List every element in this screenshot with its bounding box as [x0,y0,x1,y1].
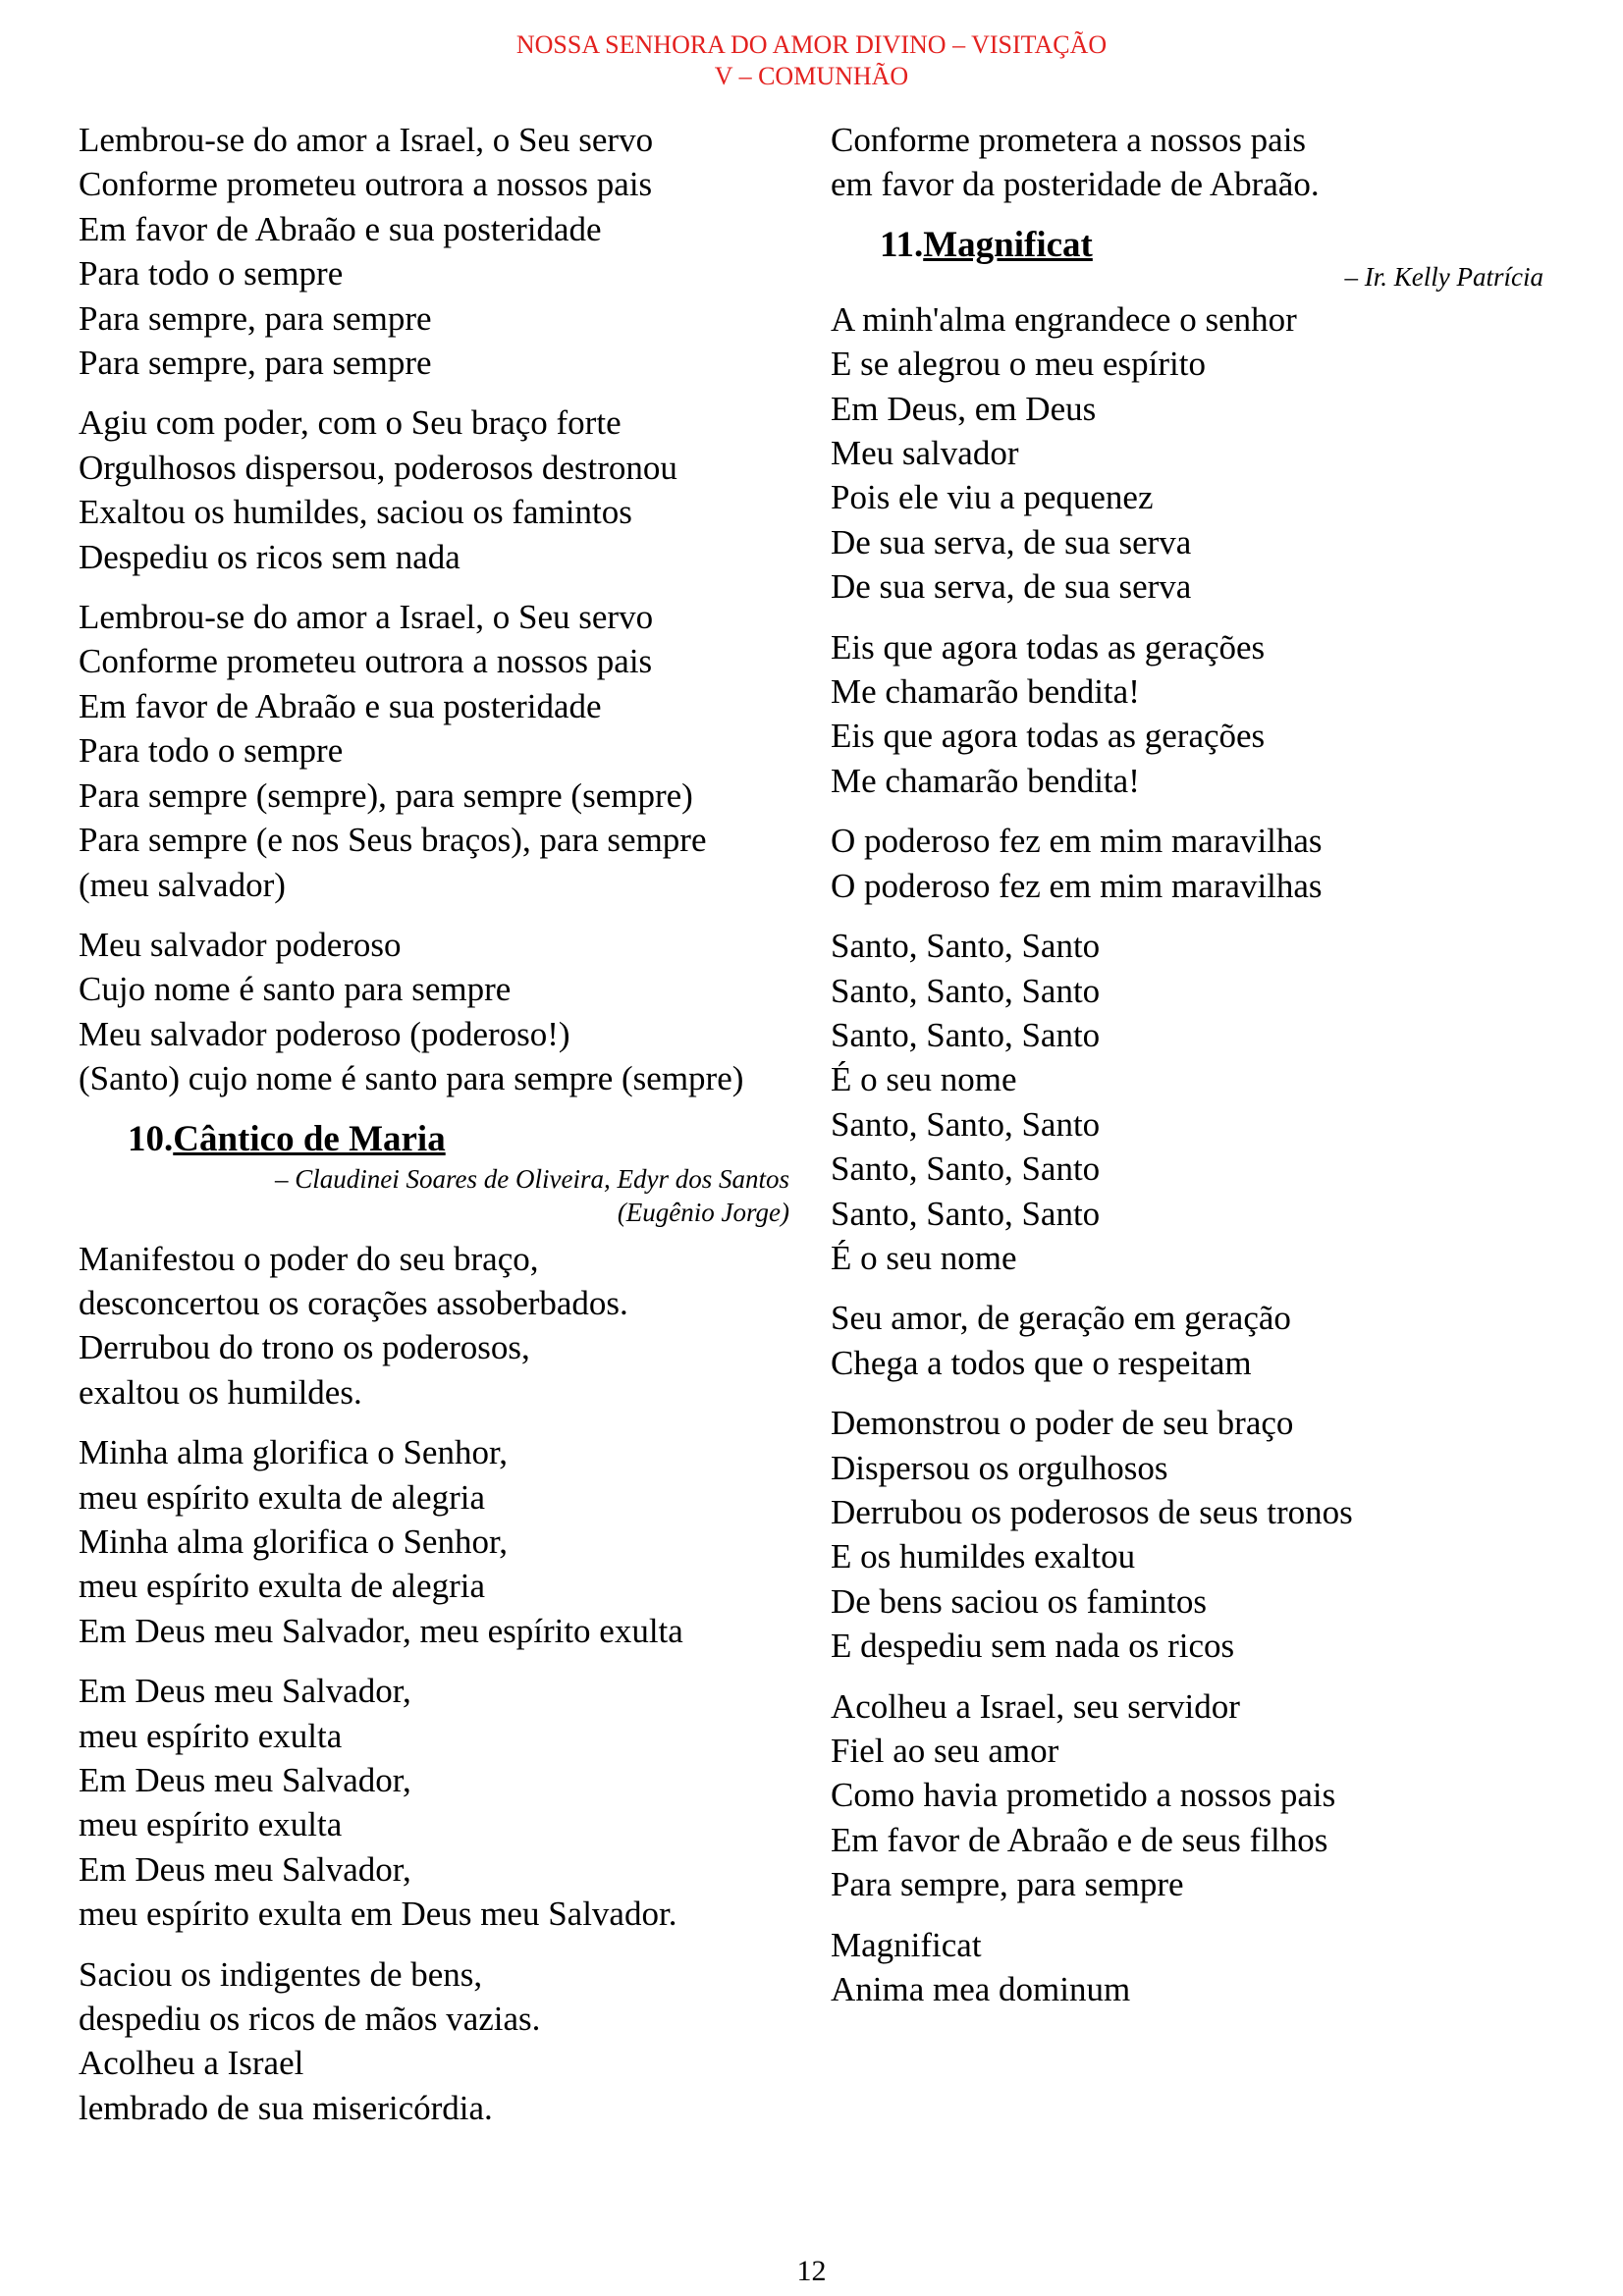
song-heading-10 [79,1117,789,1162]
stanza: Seu amor, de geração em geração Chega a todos que o respeitam [831,1299,1291,1382]
song-credit: – Claudinei Soares de Oliveira, Edyr dos Santos (Eugênio Jorge) [275,1163,789,1227]
stanza: Manifestou o poder do seu braço, desconcertou os corações assoberbados. Derrubou do trono os poderosos, exaltou os humildes. [79,1239,628,1412]
stanza: Demonstrou o poder de seu braço Dispersou os orgulhosos Derrubou os poderosos de seus tronos E os humildes exaltou De bens saciou os famintos E despediu sem nada os ricos [831,1404,1353,1666]
song-number: 11. [880,224,924,265]
right-column [831,118,1543,2027]
stanza: Minha alma glorifica o Senhor, meu espírito exulta de alegria Minha alma glorifica o Senhor, meu espírito exulta de alegria Em Deus meu Salvador, meu espírito exulta [79,1433,683,1650]
song-credit: – Ir. Kelly Patrícia [1344,261,1543,292]
stanza: Meu salvador poderoso Cujo nome é santo para sempre Meu salvador poderoso (poderoso!) (Santo) cujo nome é santo para sempre (sempre) [79,925,744,1098]
stanza: Acolheu a Israel, seu servidor Fiel ao seu amor Como havia prometido a nossos pais Em favor de Abraão e de seus filhos Para sempre, para sempre [831,1686,1336,1904]
stanza: Lembrou-se do amor a Israel, o Seu servo Conforme prometeu outrora a nossos pais Em favor de Abraão e sua posteridade Para todo o sempre Para sempre, para sempre Para sempre, para sempre [79,121,654,383]
song-number: 10. [128,1118,174,1159]
header-section: V – COMUNHÃO [714,62,909,90]
page-number: 12 [796,2255,827,2287]
left-column [79,118,789,2146]
running-header [0,29,1623,92]
header-title: NOSSA SENHORA DO AMOR DIVINO – VISITAÇÃO [515,30,1108,59]
stanza: Lembrou-se do amor a Israel, o Seu servo Conforme prometeu outrora a nossos pais Em favor de Abraão e sua posteridade Para todo o sempre Para sempre (sempre), para sempre (sempre) Para sempre (e nos Seus braços), para sempre (meu salvador) [79,598,707,904]
song-title: Magnificat [923,224,1093,265]
stanza: Conforme prometera a nossos pais em favor da posteridade de Abraão. [831,121,1320,204]
stanza: Agiu com poder, com o Seu braço forte Orgulhosos dispersou, poderosos destronou Exaltou os humildes, saciou os famintos Despediu os ricos sem nada [79,403,677,576]
stanza: Eis que agora todas as gerações Me chamarão bendita! Eis que agora todas as gerações Me chamarão bendita! [831,627,1266,800]
stanza: Em Deus meu Salvador, meu espírito exulta Em Deus meu Salvador, meu espírito exulta Em Deus meu Salvador, meu espírito exulta em Deus meu Salvador. [79,1672,677,1934]
stanza: A minh'alma engrandece o senhor E se alegrou o meu espírito Em Deus, em Deus Meu salvador Pois ele viu a pequenez De sua serva, de sua serva De sua serva, de sua serva [831,299,1297,607]
stanza: Magnificat Anima mea dominum [831,1925,1131,2009]
song-title: Cântico de Maria [173,1118,446,1159]
stanza: O poderoso fez em mim maravilhas O poderoso fez em mim maravilhas [831,822,1323,905]
stanza: Saciou os indigentes de bens, despediu os ricos de mãos vazias. Acolheu a Israel lembrado de sua misericórdia. [79,1954,541,2127]
stanza: Santo, Santo, Santo Santo, Santo, Santo Santo, Santo, Santo É o seu nome Santo, Santo, Santo Santo, Santo, Santo Santo, Santo, Santo É o seu nome [831,927,1101,1277]
